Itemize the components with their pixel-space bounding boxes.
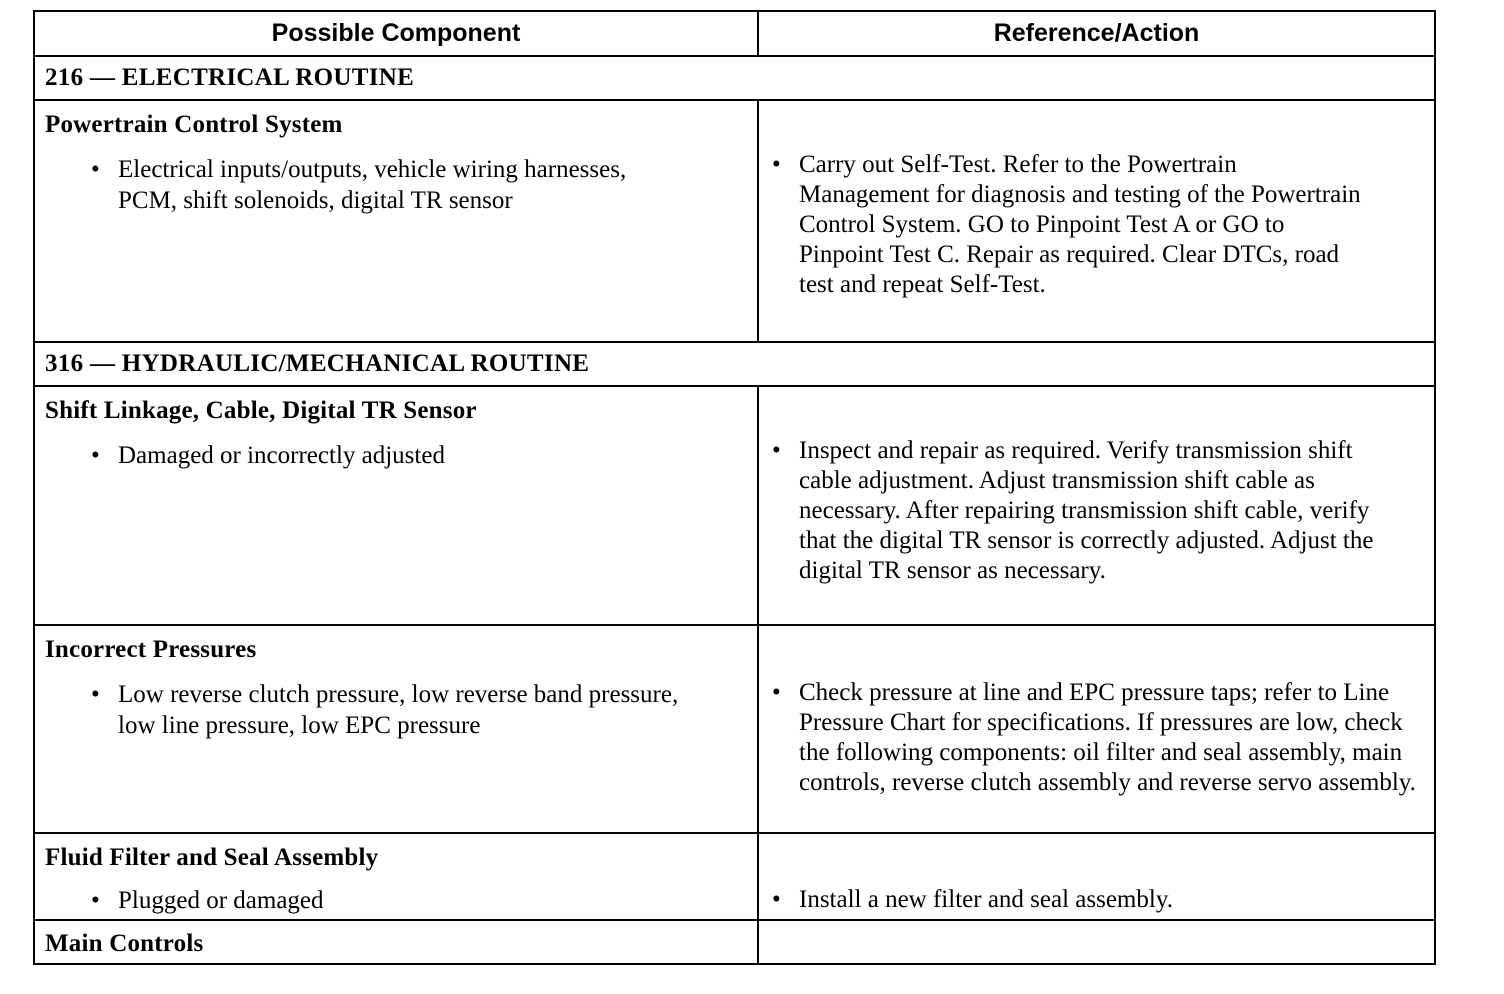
section-title: 316 — HYDRAULIC/MECHANICAL ROUTINE — [34, 342, 1435, 386]
header-row — [34, 11, 1435, 56]
action-item: • Inspect and repair as required. Verify transmission shift cable adjustment. Adjust transmission shift cable as necessary. After repairing transmission shift cable, verify that the digital TR sensor is correctly adjusted. Adjust the digital TR sensor as necessary. — [772, 437, 1374, 584]
header-possible-component: Possible Component — [34, 11, 758, 56]
bullet-icon: • — [91, 156, 100, 183]
bullet-icon: • — [91, 681, 100, 708]
action-item: • Install a new filter and seal assembly. — [772, 886, 1173, 913]
table-row — [34, 100, 1435, 342]
diagnosis-table — [33, 10, 1436, 965]
section-row — [34, 56, 1435, 100]
component-title: Incorrect Pressures — [45, 636, 257, 663]
action-item: • Check pressure at line and EPC pressure taps; refer to Line Pressure Chart for specifications. If pressures are low, check the following components: oil filter and seal assembly, main controls, reverse clutch assembly and reverse servo assembly. — [772, 679, 1416, 796]
table-row — [34, 833, 1435, 920]
header-reference-action: Reference/Action — [758, 11, 1435, 56]
action-cell — [758, 100, 1435, 342]
component-title: Shift Linkage, Cable, Digital TR Sensor — [45, 397, 477, 424]
condition-item: • Electrical inputs/outputs, vehicle wiring harnesses, PCM, shift solenoids, digital TR sensor — [91, 156, 627, 214]
component-cell — [34, 625, 758, 833]
action-cell — [758, 625, 1435, 833]
condition-item: • Plugged or damaged — [91, 887, 324, 914]
bullet-icon: • — [772, 151, 781, 178]
section-title: 216 — ELECTRICAL ROUTINE — [34, 56, 1435, 100]
bullet-icon: • — [772, 886, 781, 913]
component-cell — [34, 833, 758, 920]
condition-item: • Low reverse clutch pressure, low reverse band pressure, low line pressure, low EPC pressure — [91, 681, 679, 739]
bullet-icon: • — [772, 679, 781, 706]
component-title: Powertrain Control System — [45, 111, 343, 138]
table-row — [34, 920, 1435, 964]
action-cell — [758, 920, 1435, 964]
component-cell — [34, 100, 758, 342]
component-cell — [34, 386, 758, 625]
section-row — [34, 342, 1435, 386]
component-cell — [34, 920, 758, 964]
table-row — [34, 386, 1435, 625]
action-item: • Carry out Self-Test. Refer to the Powertrain Management for diagnosis and testing of the Powertrain Control System. GO to Pinpoint Test A or GO to Pinpoint Test C. Repair as required. Clear DTCs, road test and repeat Self-Test. — [772, 151, 1361, 298]
component-title: Main Controls — [45, 930, 204, 957]
bullet-icon: • — [91, 442, 100, 469]
action-cell — [758, 833, 1435, 920]
action-cell — [758, 386, 1435, 625]
component-title: Fluid Filter and Seal Assembly — [45, 844, 379, 871]
condition-item: • Damaged or incorrectly adjusted — [91, 442, 445, 469]
bullet-icon: • — [772, 437, 781, 464]
bullet-icon: • — [91, 887, 100, 914]
table-row — [34, 625, 1435, 833]
